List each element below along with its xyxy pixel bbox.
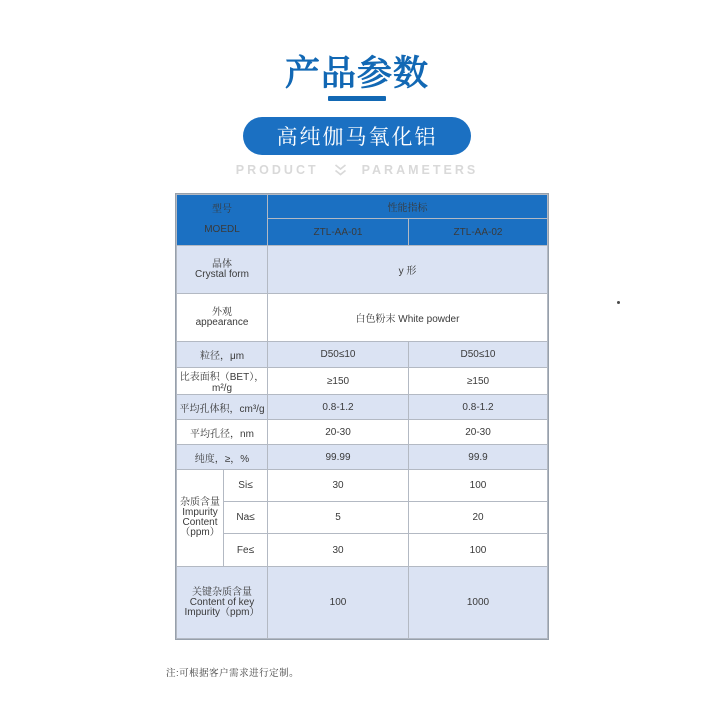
impurity-element: Si≤ <box>224 470 268 502</box>
customization-note: 注:可根据客户需求进行定制。 <box>166 668 300 679</box>
row-value-col2: 1000 <box>409 567 548 639</box>
impurity-label-line: 杂质含量 <box>180 497 220 508</box>
row-value-col2: 20-30 <box>409 420 548 445</box>
key-impurity-label <box>177 567 268 639</box>
double-chevron-down-icon <box>333 164 348 177</box>
spec-table-wrap <box>176 194 548 639</box>
row-value-col1: 0.8-1.2 <box>268 395 409 420</box>
row-value-col2: 20 <box>409 502 548 534</box>
impurity-label-line: （ppm） <box>180 527 220 538</box>
row-value-col2: 100 <box>409 470 548 502</box>
row-value-col1: ≥150 <box>268 368 409 395</box>
row-value-col2: D50≤10 <box>409 342 548 368</box>
row-value-col1: 30 <box>268 470 409 502</box>
row-value-col1: 99.99 <box>268 445 409 470</box>
table-row-pore-volume <box>177 395 548 420</box>
table-row-impurity-na <box>177 502 548 534</box>
performance-header-cell: 性能指标 <box>268 195 548 219</box>
impurity-label-line: Content <box>182 517 218 528</box>
impurity-element: Fe≤ <box>224 534 268 567</box>
impurity-label-line: Impurity <box>182 507 218 518</box>
row-label-line: appearance <box>195 316 249 328</box>
breadcrumb <box>0 162 714 177</box>
row-value-col2: 99.9 <box>409 445 548 470</box>
row-label-line: 晶体 <box>212 258 232 270</box>
model-header-value: MOEDL <box>204 224 240 235</box>
row-label: 比表面积（BET），m²/g <box>177 368 268 395</box>
page-title: 产品参数 <box>284 54 429 93</box>
table-row-bet-surface-area <box>177 368 548 395</box>
table-row-purity <box>177 445 548 470</box>
row-label: 平均孔径，nm <box>177 420 268 445</box>
row-merged-value: 白色粉末 White powder <box>268 294 548 342</box>
product-name-label: 高纯伽马氧化铝 <box>276 126 438 149</box>
product-name-badge <box>243 117 471 155</box>
key-impurity-label-line: 关键杂质含量 <box>192 586 252 598</box>
row-label: 纯度，≥，% <box>177 445 268 470</box>
table-row-impurity-si <box>177 470 548 502</box>
row-value-col1: D50≤10 <box>268 342 409 368</box>
row-merged-value: y 形 <box>268 246 548 294</box>
impurity-element: Na≤ <box>224 502 268 534</box>
row-label-line: 外观 <box>212 306 232 318</box>
column-header-ztl-aa-02: ZTL-AA-02 <box>409 219 548 246</box>
spec-table <box>176 194 548 639</box>
table-row-pore-diameter <box>177 420 548 445</box>
row-value-col2: 100 <box>409 534 548 567</box>
row-value-col1: 30 <box>268 534 409 567</box>
breadcrumb-right-label: PARAMETERS <box>361 162 479 177</box>
stray-dot <box>617 301 620 304</box>
table-header-row-1 <box>177 195 548 219</box>
table-row-crystal-form <box>177 246 548 294</box>
title-underline <box>328 96 386 101</box>
model-header-cell <box>177 195 268 246</box>
row-value-col1: 20-30 <box>268 420 409 445</box>
model-header-label: 型号 <box>212 204 232 215</box>
row-label <box>177 246 268 294</box>
row-label <box>177 294 268 342</box>
table-row-appearance <box>177 294 548 342</box>
row-value-col2: ≥150 <box>409 368 548 395</box>
row-label: 粒径，μm <box>177 342 268 368</box>
table-row-key-impurity <box>177 567 548 639</box>
table-row-impurity-fe <box>177 534 548 567</box>
key-impurity-label-line: Impurity（ppm） <box>184 606 260 618</box>
row-value-col2: 0.8-1.2 <box>409 395 548 420</box>
key-impurity-label-line: Content of key <box>189 596 255 608</box>
row-value-col1: 5 <box>268 502 409 534</box>
column-header-ztl-aa-01: ZTL-AA-01 <box>268 219 409 246</box>
breadcrumb-left-label: PRODUCT <box>235 162 319 177</box>
impurity-section-label <box>177 470 224 567</box>
row-label: 平均孔体积，cm³/g <box>177 395 268 420</box>
table-row-particle-size <box>177 342 548 368</box>
row-label-line: Crystal form <box>195 268 249 280</box>
row-value-col1: 100 <box>268 567 409 639</box>
